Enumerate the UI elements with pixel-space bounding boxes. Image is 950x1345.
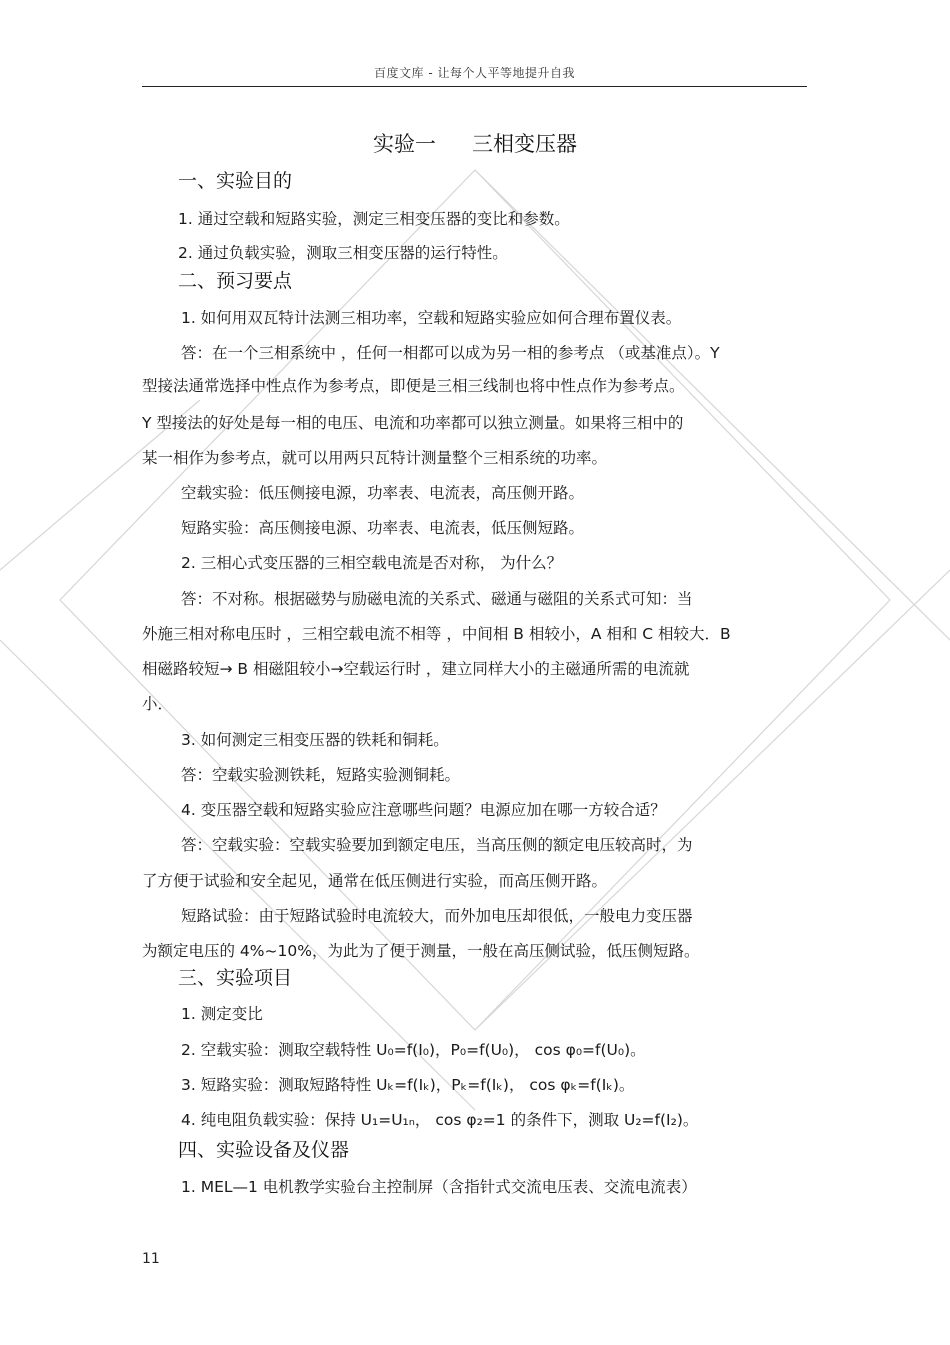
paragraph-line: 了方便于试验和安全起见，通常在低压侧进行实验，而高压侧开路。 — [142, 872, 608, 890]
paragraph-line: 短路实验：高压侧接电源、功率表、电流表，低压侧短路。 — [181, 519, 585, 537]
document-title — [0, 128, 950, 158]
paragraph-line: 答：空载实验：空载实验要加到额定电压，当高压侧的额定电压较高时，为 — [181, 836, 693, 854]
page-header: 百度文库 - 让每个人平等地提升自我 — [374, 66, 575, 80]
paragraph-line: 答：不对称。根据磁势与励磁电流的关系式、磁通与磁阻的关系式可知：当 — [181, 590, 693, 608]
paragraph-line: 1. 如何用双瓦特计法测三相功率，空载和短路实验应如何合理布置仪表。 — [181, 309, 682, 327]
paragraph-line: 某一相作为参考点，就可以用两只瓦特计测量整个三相系统的功率。 — [142, 449, 608, 467]
paragraph-line: 3. 短路实验：测取短路特性 Uₖ=f(Iₖ)，Pₖ=f(Iₖ)， cos φₖ=f(Iₖ)。 — [181, 1076, 635, 1094]
title-experiment-number: 实验一 — [373, 132, 436, 156]
paragraph-line: 外施三相对称电压时 ，三相空载电流不相等 ，中间相 B 相较小，A 相和 C 相较大．B — [142, 625, 731, 643]
paragraph-line: 小． — [142, 695, 174, 713]
paragraph-line: 1. MEL—1 电机教学实验台主控制屏（含指针式交流电压表、交流电流表） — [181, 1178, 697, 1196]
paragraph-line: 短路试验：由于短路试验时电流较大，而外加电压却很低，一般电力变压器 — [181, 907, 693, 925]
paragraph-line: 3. 如何测定三相变压器的铁耗和铜耗。 — [181, 731, 449, 749]
paragraph-line: 空载实验：低压侧接电源，功率表、电流表，高压侧开路。 — [181, 484, 585, 502]
section-heading: 三、实验项目 — [178, 967, 293, 989]
paragraph-line: Y 型接法的好处是每一相的电压、电流和功率都可以独立测量。如果将三相中的 — [142, 414, 684, 432]
paragraph-line: 相磁路较短→ B 相磁阻较小→空载运行时 ，建立同样大小的主磁通所需的电流就 — [142, 660, 690, 678]
paragraph-line: 1. 测定变比 — [181, 1005, 263, 1023]
paragraph-line: 答：空载实验测铁耗，短路实验测铜耗。 — [181, 766, 461, 784]
paragraph-line: 2. 空载实验：测取空载特性 U₀=f(I₀)，P₀=f(U₀)， cos φ₀=f(U₀)。 — [181, 1041, 646, 1059]
page-number: 11 — [142, 1251, 160, 1267]
title-experiment-name: 三相变压器 — [472, 132, 577, 156]
section-heading: 四、实验设备及仪器 — [178, 1139, 350, 1161]
paragraph-line: 4. 变压器空载和短路实验应注意哪些问题？电源应加在哪一方较合适？ — [181, 801, 666, 819]
paragraph-line: 4. 纯电阻负载实验：保持 U₁=U₁ₙ， cos φ₂=1 的条件下，测取 U₂=f(I₂)。 — [181, 1111, 699, 1129]
paragraph-line: 2. 三相心式变压器的三相空载电流是否对称， 为什么？ — [181, 554, 563, 572]
header-divider — [142, 86, 807, 87]
section-heading: 一、实验目的 — [178, 170, 293, 192]
paragraph-line: 2. 通过负载实验，测取三相变压器的运行特性。 — [178, 244, 508, 262]
paragraph-line: 1. 通过空载和短路实验，测定三相变压器的变比和参数。 — [178, 210, 570, 228]
paragraph-line: 型接法通常选择中性点作为参考点，即便是三相三线制也将中性点作为参考点。 — [142, 377, 685, 395]
paragraph-line: 答：在一个三相系统中 ，任何一相都可以成为另一相的参考点 （或基准点）。Y — [181, 344, 720, 362]
section-heading: 二、预习要点 — [178, 270, 293, 292]
paragraph-line: 为额定电压的 4%~10%，为此为了便于测量，一般在高压侧试验，低压侧短路。 — [142, 942, 700, 960]
